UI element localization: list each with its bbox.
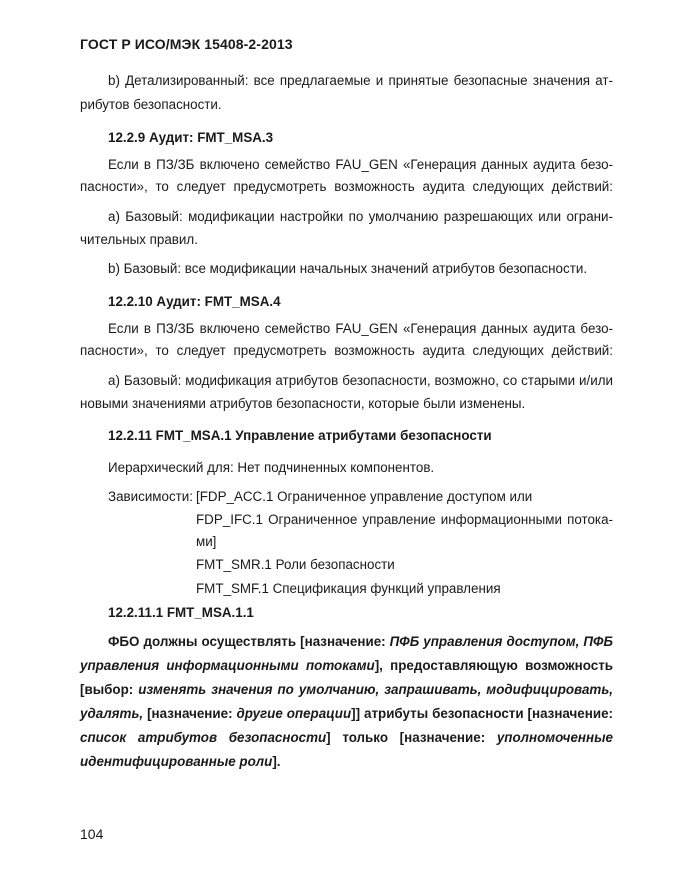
element-text-run: список атрибутов безопасности	[80, 730, 327, 745]
element-text-run: идентифицированные роли	[80, 754, 273, 769]
element-line	[80, 705, 613, 723]
element-text-run: уполномоченные	[496, 730, 613, 745]
dependencies-label: Зависимости:	[108, 489, 193, 504]
element-text-run: удалять,	[80, 706, 148, 721]
element-text-run: управления информационными потоками	[80, 658, 375, 673]
dependency-line: [FDP_ACC.1 Ограниченное управление доступом или	[196, 489, 533, 504]
paragraph-line: рибутов безопасности.	[80, 97, 222, 112]
paragraph-line: а) Базовый: модификации настройки по умолчанию разрешающих или ограни-	[108, 209, 613, 224]
paragraph-line: пасности», то следует предусмотреть возможность аудита следующих действий:	[80, 343, 613, 358]
element-line	[80, 729, 613, 747]
element-text-run: [назначение:	[147, 706, 237, 721]
element-text-run: [выбор:	[80, 682, 139, 697]
paragraph-line: чительных правил.	[80, 232, 198, 247]
element-line	[80, 681, 613, 699]
paragraph-line: новыми значениями атрибутов безопасности, которые были изменены.	[80, 396, 526, 411]
element-text-run: ] только [назначение:	[326, 730, 497, 745]
element-text-run: ПФБ управления доступом, ПФБ	[389, 634, 613, 649]
element-line	[80, 657, 613, 675]
dependency-line: FMT_SMR.1 Роли безопасности	[196, 557, 395, 572]
dependency-line: FMT_SMF.1 Спецификация функций управления	[196, 581, 501, 596]
document-header: ГОСТ Р ИСО/МЭК 15408-2-2013	[80, 36, 293, 52]
section-heading: 12.2.11 FMT_MSA.1 Управление атрибутами безопасности	[108, 428, 492, 443]
element-text-run: ]] атрибуты безопасности [назначение:	[351, 706, 613, 721]
paragraph-line: b) Базовый: все модификации начальных значений атрибутов безопасности.	[108, 261, 588, 276]
element-text-run: ФБО должны осуществлять [назначение:	[108, 634, 390, 649]
hierarchy-line: Иерархический для: Нет подчиненных компонентов.	[108, 460, 435, 475]
element-line	[80, 753, 281, 771]
section-heading: 12.2.9 Аудит: FMT_MSA.3	[108, 130, 274, 145]
paragraph-line: пасности», то следует предусмотреть возможность аудита следующих действий:	[80, 179, 613, 194]
element-text-run: ].	[272, 754, 281, 769]
paragraph-line: b) Детализированный: все предлагаемые и принятые безопасные значения ат-	[108, 73, 613, 88]
paragraph-line: Если в ПЗ/ЗБ включено семейство FAU_GEN «Генерация данных аудита безо-	[108, 321, 613, 336]
subsection-heading: 12.2.11.1 FMT_MSA.1.1	[108, 605, 254, 620]
dependency-line: FDP_IFC.1 Ограниченное управление информационными потока-	[196, 512, 613, 527]
element-text-run: другие операции	[236, 706, 352, 721]
section-heading: 12.2.10 Аудит: FMT_MSA.4	[108, 294, 281, 309]
element-text-run: изменять значения по умолчанию, запрашивать, модифицировать,	[138, 682, 613, 697]
element-line	[108, 633, 613, 651]
element-text-run: ], предоставляющую возможность	[374, 658, 613, 673]
dependency-line: ми]	[196, 534, 217, 549]
paragraph-line: Если в ПЗ/ЗБ включено семейство FAU_GEN «Генерация данных аудита безо-	[108, 157, 613, 172]
page-number: 104	[80, 826, 104, 842]
paragraph-line: а) Базовый: модификация атрибутов безопасности, возможно, со старыми и/или	[108, 373, 613, 388]
